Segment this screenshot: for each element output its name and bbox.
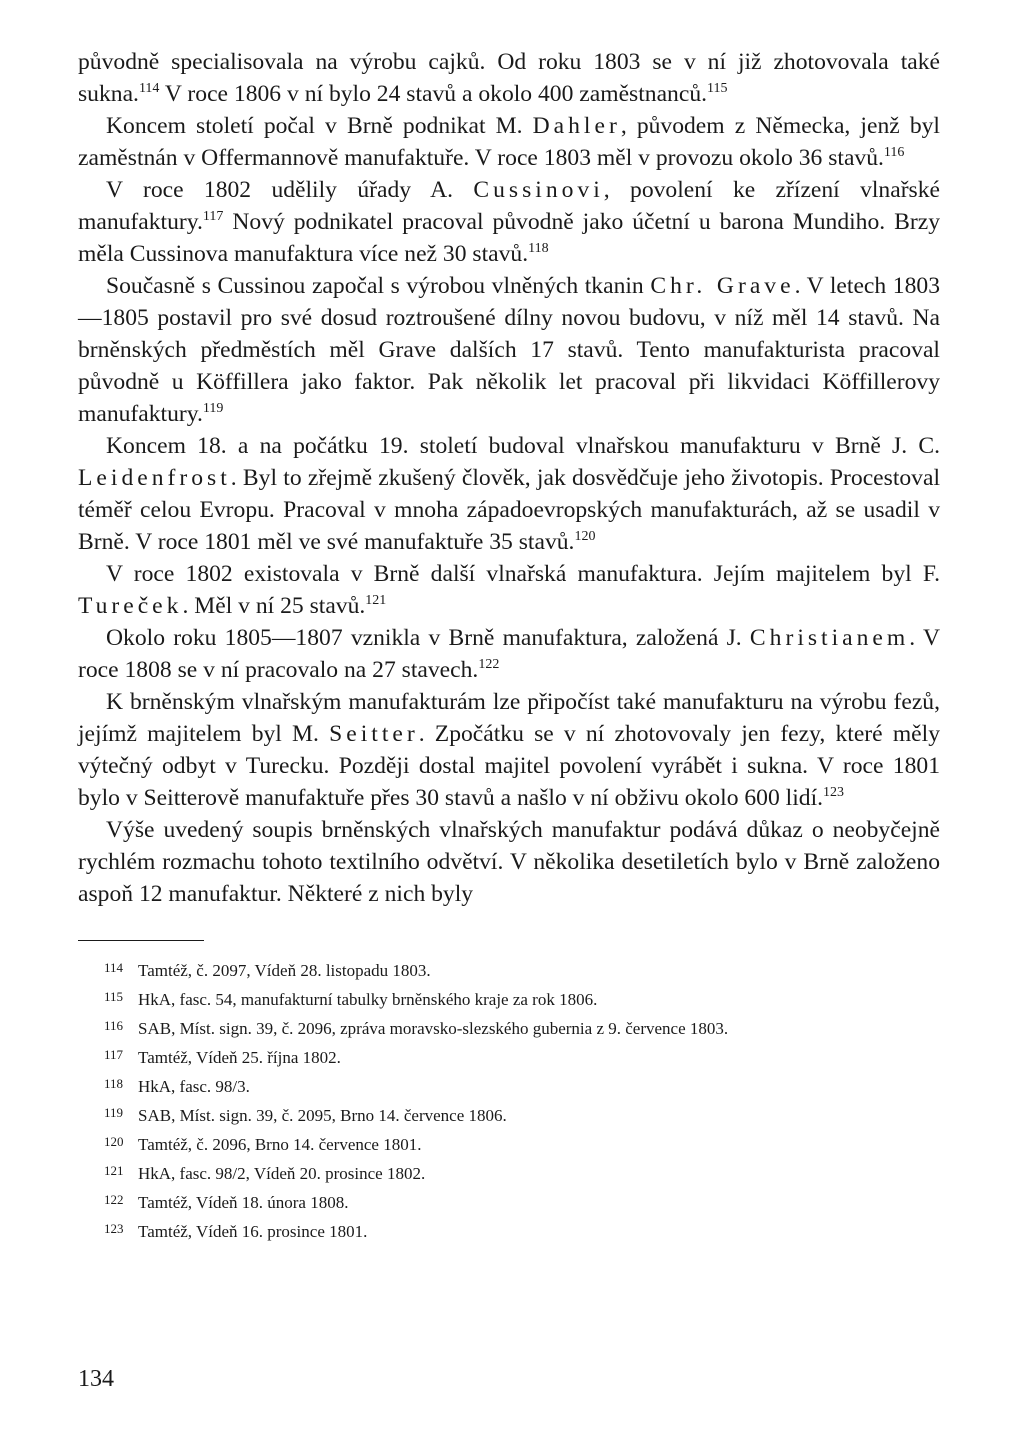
- footnote-number: 122: [104, 1192, 124, 1207]
- footnote-number: 120: [104, 1134, 124, 1149]
- footnote-text: SAB, Míst. sign. 39, č. 2095, Brno 14. července 1806.: [138, 1106, 507, 1125]
- paragraph-text: Nový podnikatel pracoval původně jako účetní u barona Mundiho. Brzy měla Cussinova manufaktura více než 30 stavů.: [78, 209, 940, 267]
- paragraph-text: , povolení ke zřízení vlnařské manufaktury.: [78, 177, 941, 235]
- footnote-number: 114: [104, 960, 124, 975]
- footnote-text: Tamtéž, č. 2096, Brno 14. července 1801.: [138, 1135, 422, 1154]
- footnote-number: 115: [104, 989, 124, 1004]
- footnote-text: HkA, fasc. 98/2, Vídeň 20. prosince 1802.: [138, 1164, 426, 1183]
- paragraph-6: [78, 558, 940, 622]
- paragraph-text: . Zpočátku se v ní zhotovovaly jen fezy, které měly výtečný odbyt v Turecku. Později dostal majitel povolení vyrábět i sukna. V roce 1801 bylo v Seitterově manufaktuře přes 30 stavů a našlo v ní obživu okolo 600 lidí.: [78, 721, 940, 811]
- spaced-name: Seitter: [329, 721, 419, 747]
- paragraph-text: Současně s Cussinou započal s výrobou vlněných tkanin: [106, 273, 651, 299]
- paragraph-9: [78, 814, 940, 910]
- footnote-text: HkA, fasc. 98/3.: [138, 1077, 250, 1096]
- spaced-name: Tureček: [78, 593, 183, 619]
- paragraph-text: V roce 1802 udělily úřady A.: [106, 177, 474, 203]
- footnote: [104, 1071, 940, 1100]
- footnote-ref: 121: [365, 593, 387, 609]
- footnote: [104, 1158, 940, 1187]
- paragraph-4: [78, 270, 940, 430]
- footnote: [104, 1013, 940, 1042]
- footnote: [104, 1187, 940, 1216]
- footnote-ref: 122: [478, 657, 500, 673]
- footnote-ref: 117: [202, 209, 224, 225]
- footnote-number: 121: [104, 1163, 124, 1178]
- paragraph-5: [78, 430, 940, 558]
- paragraph-text: . Měl v ní 25 stavů.: [182, 593, 366, 619]
- paragraph-text: Koncem 18. a na počátku 19. století budoval vlnařskou manufakturu v Brně J. C.: [106, 433, 940, 459]
- footnote-number: 118: [104, 1076, 124, 1091]
- footnote-ref: 119: [202, 401, 224, 417]
- spaced-name: Chr. Grave: [650, 273, 795, 299]
- paragraph-text: Výše uvedený soupis brněnských vlnařských manufaktur podává důkaz o neobyčejně rychlém rozmachu tohoto textilního odvětví. V několika desetiletích bylo v Brně založeno aspoň 12 manufaktur. Některé z nich byly: [78, 817, 940, 907]
- footnote-text: Tamtéž, Vídeň 25. října 1802.: [138, 1048, 341, 1067]
- paragraph-text: Koncem století počal v Brně podnikat M.: [106, 113, 533, 139]
- footnote: [104, 1216, 940, 1245]
- footnotes: [104, 955, 940, 1245]
- footnote-text: Tamtéž, č. 2097, Vídeň 28. listopadu 1803.: [138, 961, 431, 980]
- paragraph-text: původně specialisovala na výrobu cajků. Od roku 1803 se v ní již zhotovovala také sukna.: [78, 49, 940, 107]
- footnote: [104, 1100, 940, 1129]
- paragraph-text: . Byl to zřejmě zkušený člověk, jak dosvědčuje jeho životopis. Procestoval téměř celou Evropu. Pracoval v mnoha západoevropských manufakturách, až se usadil v Brně. V roce 1801 měl ve své manufaktuře 35 stavů.: [78, 465, 940, 555]
- footnote-number: 117: [104, 1047, 124, 1062]
- footnote: [104, 984, 940, 1013]
- body-text: [78, 46, 940, 910]
- footnote-ref: 120: [574, 529, 596, 545]
- paragraph-1: [78, 46, 940, 110]
- page-number: 134: [78, 1366, 114, 1392]
- spaced-name: Cussinovi: [473, 177, 604, 203]
- footnote-ref: 118: [528, 241, 549, 257]
- footnote: [104, 1042, 940, 1071]
- footnote-number: 116: [104, 1018, 124, 1033]
- paragraph-text: V roce 1802 existovala v Brně další vlnařská manufaktura. Jejím majitelem byl F.: [106, 561, 940, 587]
- footnote-ref: 116: [883, 145, 905, 161]
- paragraph-8: [78, 686, 940, 814]
- footnote-divider: [78, 940, 204, 941]
- paragraph-text: . V letech 1803—1805 postavil pro své dosud roztroušené dílny novou budovu, v níž měl 14 stavů. Na brněnských předměstích měl Grave dalších 17 stavů. Tento manufakturista pracoval původně u Köffillera jako faktor. Pak několik let pracoval při likvidaci Köffillerovy manufaktury.: [78, 273, 940, 427]
- footnote: [104, 955, 940, 984]
- spaced-name: Christianem: [749, 625, 910, 651]
- paragraph-text: K brněnským vlnařským manufakturám lze připočíst také manufakturu na výrobu fezů, jejímž majitelem byl M.: [78, 689, 940, 747]
- paragraph-text: Okolo roku 1805—1807 vznikla v Brně manufaktura, založená J.: [106, 625, 750, 651]
- paragraph-text: , původem z Německa, jenž byl zaměstnán v Offermannově manufaktuře. V roce 1803 měl v provozu okolo 36 stavů.: [78, 113, 940, 171]
- footnote-text: Tamtéž, Vídeň 18. února 1808.: [138, 1193, 349, 1212]
- footnote: [104, 1129, 940, 1158]
- footnote-ref: 114: [138, 81, 160, 97]
- footnote-number: 119: [104, 1105, 124, 1120]
- footnote-ref: 115: [707, 81, 728, 97]
- footnote-text: Tamtéž, Vídeň 16. prosince 1801.: [138, 1222, 368, 1241]
- footnote-text: HkA, fasc. 54, manufakturní tabulky brněnského kraje za rok 1806.: [138, 990, 598, 1009]
- paragraph-text: V roce 1806 v ní bylo 24 stavů a okolo 400 zaměstnanců.: [159, 81, 708, 107]
- paragraph-2: [78, 110, 940, 174]
- footnote-ref: 123: [823, 785, 845, 801]
- spaced-name: Leidenfrost: [78, 465, 231, 491]
- paragraph-text: . V roce 1808 se v ní pracovalo na 27 stavech.: [78, 625, 940, 683]
- paragraph-7: [78, 622, 940, 686]
- footnote-number: 123: [104, 1221, 124, 1236]
- footnote-text: SAB, Míst. sign. 39, č. 2096, zpráva moravsko-slezského gubernia z 9. července 1803.: [138, 1019, 729, 1038]
- paragraph-3: [78, 174, 940, 270]
- spaced-name: Dahler: [532, 113, 621, 139]
